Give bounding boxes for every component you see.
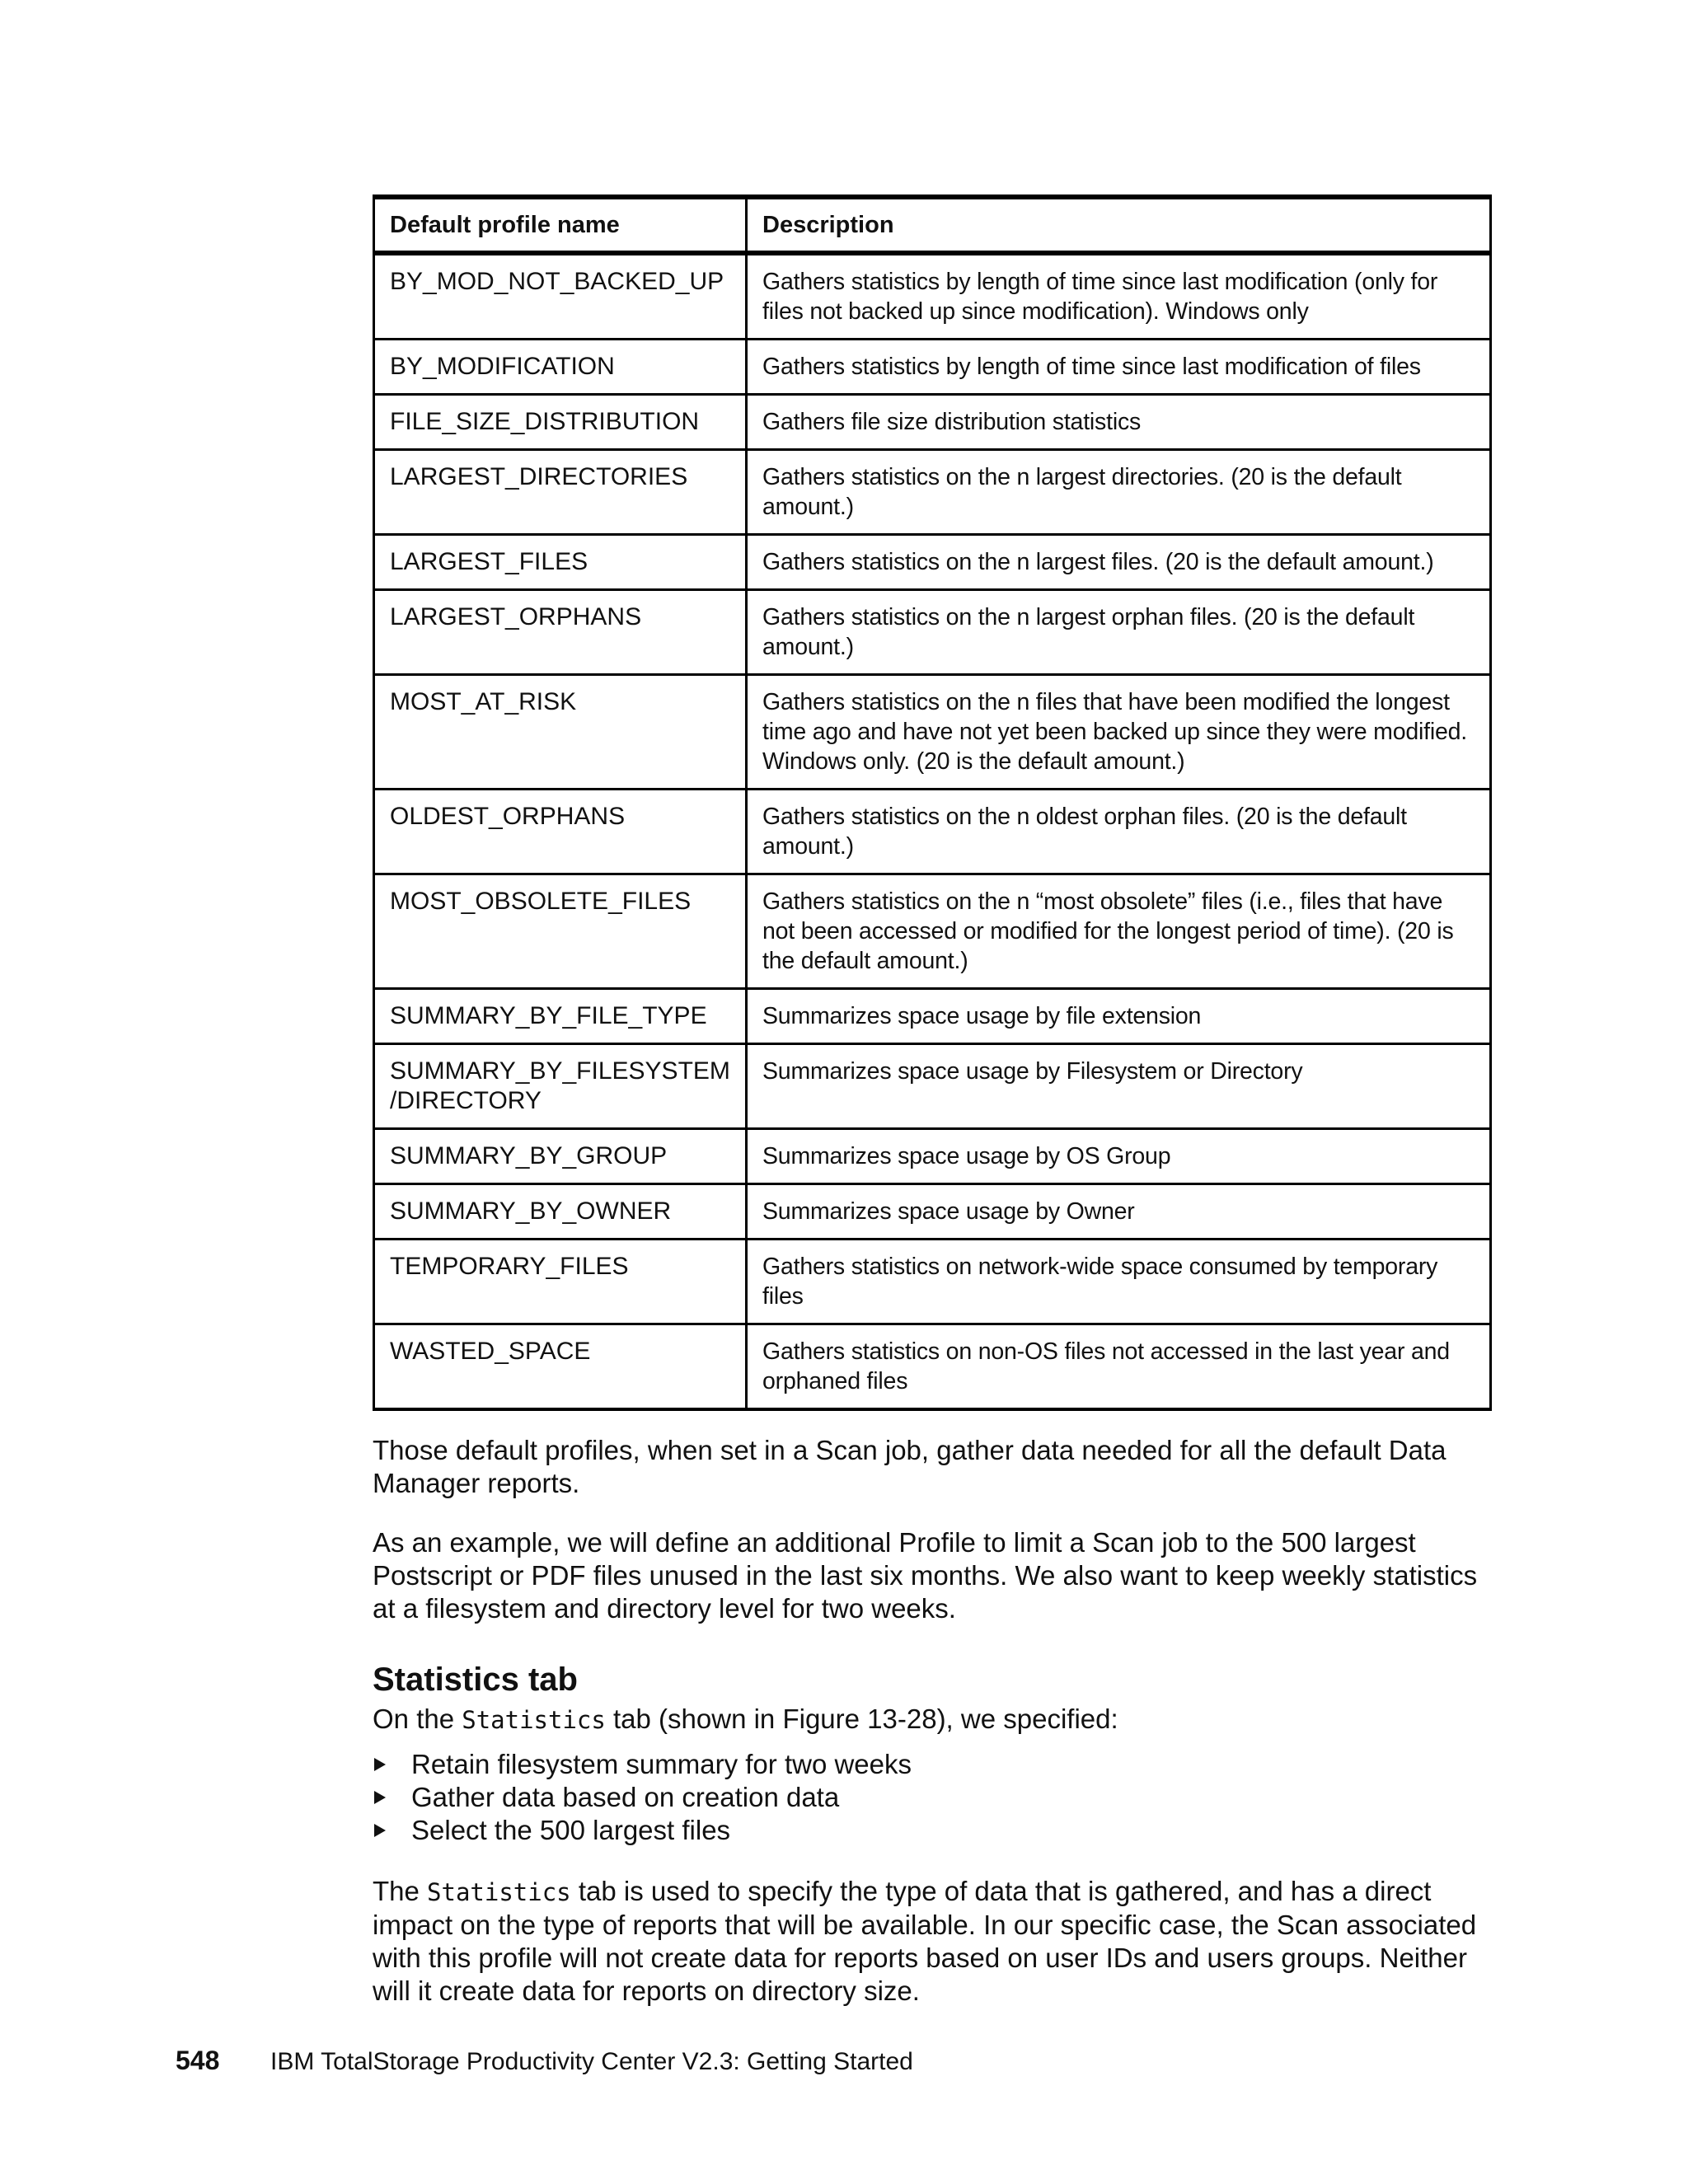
profile-description-cell: Gathers statistics on the n oldest orphan files. (20 is the default amount.) xyxy=(747,790,1491,874)
profile-description-cell: Summarizes space usage by OS Group xyxy=(747,1129,1491,1184)
profile-description-cell: Gathers file size distribution statistics xyxy=(747,395,1491,450)
profile-name-cell: MOST_AT_RISK xyxy=(374,675,747,790)
profile-description-cell: Gathers statistics on non-OS files not accessed in the last year and orphaned files xyxy=(747,1324,1491,1410)
profile-name-cell: BY_MODIFICATION xyxy=(374,340,747,395)
table-row xyxy=(374,395,1491,450)
intro-text-after: tab (shown in Figure 13-28), we specified: xyxy=(605,1704,1118,1734)
table-row xyxy=(374,535,1491,590)
table-row xyxy=(374,1240,1491,1324)
profile-name-cell: WASTED_SPACE xyxy=(374,1324,747,1410)
column-header-profile-name: Default profile name xyxy=(374,197,747,253)
table-row xyxy=(374,1324,1491,1410)
para3-text-before: The xyxy=(373,1876,428,1906)
table-row xyxy=(374,590,1491,675)
table-row xyxy=(374,1129,1491,1184)
paragraph-default-profiles: Those default profiles, when set in a Scan job, gather data needed for all the default Data Manager reports. xyxy=(373,1435,1447,1498)
table-row xyxy=(374,790,1491,874)
profile-name-cell: SUMMARY_BY_GROUP xyxy=(374,1129,747,1184)
profile-description-cell: Gathers statistics by length of time since last modification of files xyxy=(747,340,1491,395)
profile-description-cell: Gathers statistics on the n largest files. (20 is the default amount.) xyxy=(747,535,1491,590)
paragraph-statistics-tab xyxy=(373,1875,1489,2008)
profile-description-cell: Summarizes space usage by Filesystem or Directory xyxy=(747,1044,1491,1129)
profile-description-cell: Gathers statistics on the n “most obsolete” files (i.e., files that have not been accessed or modified for the longest period of time). (20 is the default amount.) xyxy=(747,874,1491,989)
page-footer xyxy=(176,2044,913,2079)
profile-description-cell: Gathers statistics on the n largest orphan files. (20 is the default amount.) xyxy=(747,590,1491,675)
section-heading: Statistics tab xyxy=(373,1661,578,1698)
profile-description-cell: Gathers statistics on network-wide space consumed by temporary files xyxy=(747,1240,1491,1324)
table-header-row xyxy=(374,197,1491,253)
profile-description-cell: Summarizes space usage by file extension xyxy=(747,989,1491,1044)
list-item-text: Gather data based on creation data xyxy=(411,1782,840,1812)
table-row xyxy=(374,340,1491,395)
profile-name-cell: OLDEST_ORPHANS xyxy=(374,790,747,874)
profile-description-cell: Gathers statistics by length of time since last modification (only for files not backed up since modification). Windows only xyxy=(747,253,1491,340)
bullet-list xyxy=(373,1748,1489,1847)
profile-name-cell: LARGEST_DIRECTORIES xyxy=(374,450,747,535)
profile-name-cell: LARGEST_ORPHANS xyxy=(374,590,747,675)
intro-code: Statistics xyxy=(462,1706,606,1734)
paragraph-example: As an example, we will define an additional Profile to limit a Scan job to the 500 largest Postscript or PDF files unused in the last six months. We also want to keep weekly statistics at a filesystem and directory level for two weeks. xyxy=(373,1527,1478,1624)
profile-name-cell: SUMMARY_BY_FILE_TYPE xyxy=(374,989,747,1044)
book-title: IBM TotalStorage Productivity Center V2.3: Getting Started xyxy=(270,2048,913,2075)
profile-name-cell: SUMMARY_BY_OWNER xyxy=(374,1184,747,1240)
profile-name-cell: FILE_SIZE_DISTRIBUTION xyxy=(374,395,747,450)
table-body xyxy=(374,253,1491,1409)
list-item-text: Select the 500 largest files xyxy=(411,1815,731,1845)
profile-name-cell: BY_MOD_NOT_BACKED_UP xyxy=(374,253,747,340)
profile-description-cell: Gathers statistics on the n files that have been modified the longest time ago and have not yet been backed up since they were modified. Windows only. (20 is the default amount.) xyxy=(747,675,1491,790)
table-row xyxy=(374,450,1491,535)
table-row xyxy=(374,989,1491,1044)
triangle-bullet-icon xyxy=(374,1791,386,1804)
para3-text-after: tab is used to specify the type of data that is gathered, and has a direct impact on the type of reports that will be available. In our specific case, the Scan associated with this profile will not create data for reports based on user IDs and users groups. Neither will it create data for reports on directory size. xyxy=(373,1876,1477,2006)
list-item xyxy=(373,1748,1489,1781)
default-profiles-table xyxy=(373,194,1492,1411)
profile-description-cell: Gathers statistics on the n largest directories. (20 is the default amount.) xyxy=(747,450,1491,535)
list-item xyxy=(373,1814,1489,1847)
table-row xyxy=(374,1044,1491,1129)
table-row xyxy=(374,253,1491,340)
triangle-bullet-icon xyxy=(374,1758,386,1771)
page-number: 548 xyxy=(176,2046,220,2075)
table-row xyxy=(374,1184,1491,1240)
list-item xyxy=(373,1781,1489,1814)
profile-name-cell: SUMMARY_BY_FILESYSTEM /DIRECTORY xyxy=(374,1044,747,1129)
profile-name-cell: MOST_OBSOLETE_FILES xyxy=(374,874,747,989)
list-item-text: Retain filesystem summary for two weeks xyxy=(411,1749,912,1779)
column-header-description: Description xyxy=(747,197,1491,253)
profile-name-cell: TEMPORARY_FILES xyxy=(374,1240,747,1324)
table-row xyxy=(374,874,1491,989)
para3-code: Statistics xyxy=(427,1878,571,1906)
profile-name-cell: LARGEST_FILES xyxy=(374,535,747,590)
page-content xyxy=(373,194,1489,2008)
triangle-bullet-icon xyxy=(374,1824,386,1837)
paragraph-intro xyxy=(373,1703,1489,1736)
table-row xyxy=(374,675,1491,790)
profile-description-cell: Summarizes space usage by Owner xyxy=(747,1184,1491,1240)
intro-text-before: On the xyxy=(373,1704,462,1734)
